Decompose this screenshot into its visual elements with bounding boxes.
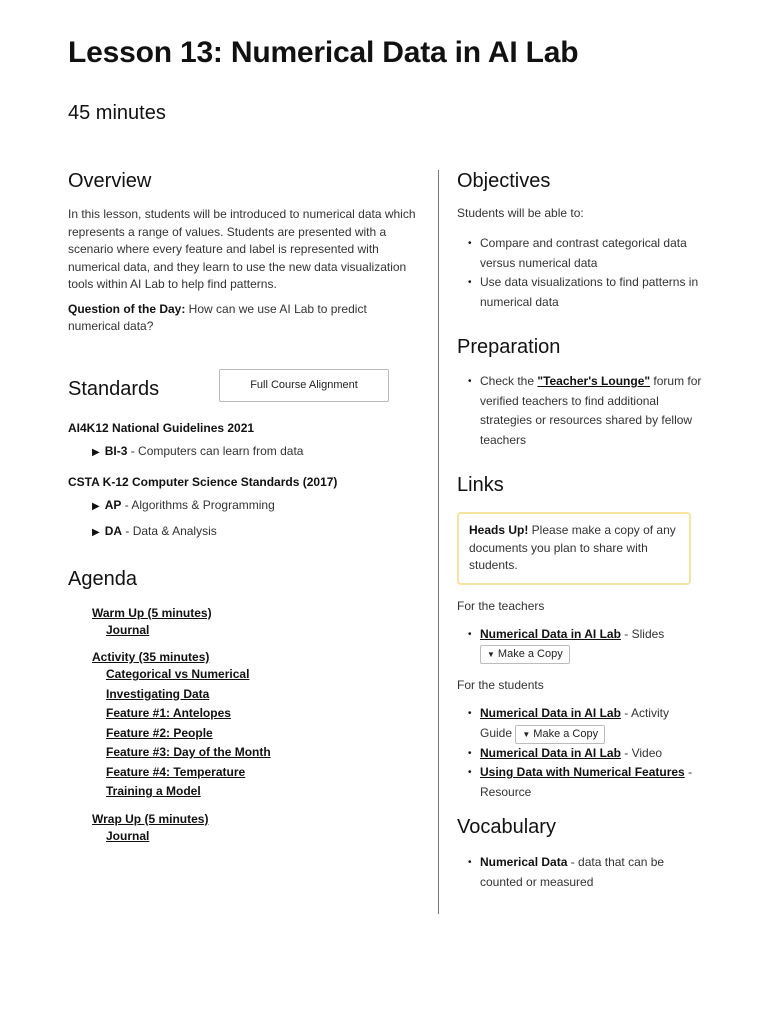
teachers-label: For the teachers	[457, 598, 545, 613]
standard-item[interactable]	[68, 498, 418, 512]
column-divider	[438, 170, 439, 914]
standard-group-title: AI4K12 National Guidelines 2021	[68, 420, 255, 435]
link-item	[457, 625, 702, 665]
preparation-list	[457, 372, 702, 450]
agenda-item-link[interactable]: Categorical vs Numerical	[106, 667, 250, 681]
standard-desc: - Computers can learn from data	[127, 443, 304, 458]
overview-text: In this lesson, students will be introduced to numerical data which represents a range of values. Students are presented with a scenario where every feature and label is represented with numerical data, and they learn to use the new data visualization tools within AI Lab to help find patterns.	[68, 207, 416, 291]
resource-type: - Activity Guide	[480, 706, 669, 740]
resource-type: - Video	[620, 745, 663, 760]
overview-heading: Overview	[68, 170, 152, 192]
right-column	[457, 170, 702, 892]
preparation-heading: Preparation	[457, 336, 561, 358]
qod-text: How can we use AI Lab to predict numerical data?	[68, 301, 367, 333]
agenda-item-link[interactable]: Journal	[106, 828, 150, 843]
caret-down-icon: ▼	[522, 729, 531, 739]
resource-link[interactable]: Numerical Data in AI Lab	[480, 626, 621, 641]
full-course-alignment-button[interactable]: Full Course Alignment	[219, 369, 389, 402]
link-item	[457, 704, 702, 744]
agenda-heading: Agenda	[68, 567, 137, 590]
triangle-right-icon: ▶	[92, 526, 100, 538]
resource-link[interactable]: Numerical Data in AI Lab	[480, 745, 621, 760]
link-item	[457, 744, 702, 764]
question-of-the-day	[68, 301, 418, 336]
agenda-section	[68, 650, 418, 802]
vocabulary-item	[457, 853, 702, 892]
standards-header	[68, 369, 418, 407]
standard-desc: - Data & Analysis	[122, 523, 217, 538]
students-label: For the students	[457, 678, 544, 692]
agenda-sublist	[92, 827, 418, 847]
vocabulary-list	[457, 853, 702, 892]
objectives-list	[457, 234, 702, 312]
agenda-item-link[interactable]: Investigating Data	[106, 686, 210, 701]
standard-desc: - Algorithms & Programming	[121, 497, 275, 512]
agenda-sublist	[92, 665, 418, 802]
agenda-section-link[interactable]: Warm Up (5 minutes)	[92, 605, 212, 620]
link-item	[457, 763, 702, 802]
make-copy-label: Make a Copy	[497, 648, 563, 660]
agenda-item-link[interactable]: Journal	[106, 622, 150, 637]
standard-code: AP	[104, 497, 122, 512]
left-column	[68, 170, 418, 846]
lesson-duration: 45 minutes	[68, 102, 166, 124]
vocab-term: Numerical Data	[480, 855, 568, 869]
objective-item: • Compare and contrast categorical data versus numerical data	[457, 234, 702, 273]
vocabulary-heading: Vocabulary	[457, 816, 556, 838]
agenda-item-link[interactable]: Feature #4: Temperature	[106, 764, 246, 779]
resource-type: - Resource	[480, 765, 693, 799]
student-links	[457, 704, 702, 802]
objective-item: • Use data visualizations to find patterns in numerical data	[457, 273, 702, 312]
vocab-definition: - data that can be counted or measured	[480, 855, 665, 889]
agenda-section	[68, 812, 418, 847]
objectives-heading: Objectives	[457, 170, 551, 192]
callout-bold: Heads Up!	[469, 523, 529, 537]
prep-pre: Check the	[480, 374, 538, 388]
make-copy-button[interactable]	[515, 725, 605, 744]
standard-item[interactable]	[68, 444, 418, 458]
agenda-section-link[interactable]: Wrap Up (5 minutes)	[92, 811, 209, 826]
standard-code: BI-3	[104, 443, 128, 458]
standards-heading: Standards	[68, 377, 160, 400]
make-copy-label: Make a Copy	[533, 727, 599, 740]
standard-group-title: CSTA K-12 Computer Science Standards (2017)	[68, 474, 338, 489]
resource-link[interactable]: Using Data with Numerical Features	[480, 765, 685, 779]
resource-type: - Slides	[620, 626, 665, 641]
agenda-item-link[interactable]: Feature #2: People	[106, 725, 213, 740]
links-heading: Links	[457, 474, 504, 496]
agenda-section	[68, 606, 418, 641]
agenda-item-link[interactable]: Feature #3: Day of the Month	[106, 745, 271, 759]
make-copy-button[interactable]	[480, 645, 570, 664]
agenda-item-link[interactable]: Training a Model	[106, 784, 201, 798]
agenda-section-link[interactable]: Activity (35 minutes)	[92, 650, 210, 664]
teacher-links	[457, 625, 702, 665]
caret-down-icon: ▼	[487, 650, 495, 659]
agenda-sublist	[92, 621, 418, 641]
prep-post: forum for verified teachers to find additional strategies or resources shared by fellow teachers	[480, 374, 702, 447]
triangle-right-icon: ▶	[92, 500, 100, 512]
page-title: Lesson 13: Numerical Data in AI Lab	[68, 36, 579, 69]
agenda-item-link[interactable]: Feature #1: Antelopes	[106, 706, 231, 720]
heads-up-callout	[457, 512, 691, 585]
objectives-intro: Students will be able to:	[457, 206, 584, 220]
resource-link[interactable]: Numerical Data in AI Lab	[480, 706, 621, 720]
standard-item[interactable]	[68, 524, 418, 538]
callout-text: Please make a copy of any documents you plan to share with students.	[469, 523, 676, 572]
qod-label: Question of the Day:	[68, 301, 186, 316]
triangle-right-icon: ▶	[92, 446, 100, 458]
teachers-lounge-link[interactable]: "Teacher's Lounge"	[537, 374, 651, 388]
preparation-item	[457, 372, 702, 450]
standard-code: DA	[104, 523, 123, 538]
